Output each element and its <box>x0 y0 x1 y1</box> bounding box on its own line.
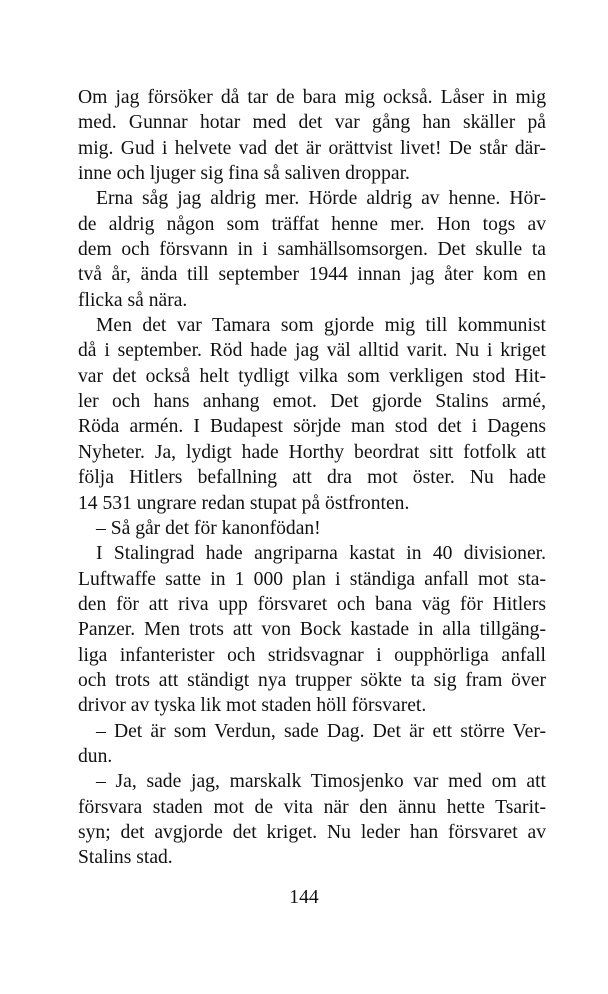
text-line: 14 531 ungrare redan stupat på östfronten. <box>78 492 410 514</box>
text-line: – Så går det för kanonfödan! <box>96 517 321 539</box>
text-line: den för att riva upp försvaret och bana väg för Hitlers <box>78 593 546 615</box>
text-line: Men det var Tamara som gjorde mig till kommunist <box>96 315 546 337</box>
text-line: dun. <box>78 745 113 767</box>
text-line: med. Gunnar hotar med det var gång han skäller på <box>78 112 546 134</box>
text-line: – Det är som Verdun, sade Dag. Det är ett större Ver- <box>96 720 546 742</box>
text-line: Nyheter. Ja, lydigt hade Horthy beordrat sitt fotfolk att <box>78 441 546 463</box>
text-line: Luftwaffe satte in 1 000 plan i ständiga anfall mot sta- <box>78 568 546 590</box>
text-line: Röda armén. I Budapest sörjde man stod det i Dagens <box>78 416 546 438</box>
text-line: följa Hitlers befallning att dra mot öster. Nu hade <box>78 467 546 489</box>
text-line: liga infanterister och stridsvagnar i oupphörliga anfall <box>78 644 546 666</box>
text-line: två år, ända till september 1944 innan jag åter kom en <box>78 264 546 286</box>
text-line: drivor av tyska lik mot staden höll försvaret. <box>78 695 427 717</box>
text-line: inne och ljuger sig fina så saliven droppar. <box>78 163 410 185</box>
text-line: syn; det avgjorde det kriget. Nu leder han försvaret av <box>78 821 546 843</box>
text-line: ler och hans anhang emot. Det gjorde Stalins armé, <box>78 391 546 413</box>
text-line: Erna såg jag aldrig mer. Hörde aldrig av henne. Hör- <box>96 188 546 210</box>
text-line: mig. Gud i helvete vad det är orättvist livet! De står där- <box>78 137 546 159</box>
text-line: Panzer. Men trots att von Bock kastade in alla tillgäng- <box>78 619 546 641</box>
text-line: – Ja, sade jag, marskalk Timosjenko var med om att <box>96 771 546 793</box>
text-line: försvara staden mot de vita när den ännu hette Tsarit- <box>78 796 546 818</box>
text-line: Stalins stad. <box>78 847 173 869</box>
text-line: de aldrig någon som träffat henne mer. Hon togs av <box>78 213 546 235</box>
text-line: var det också helt tydligt vilka som verkligen stod Hit- <box>78 365 546 387</box>
text-line: dem och försvann in i samhällsomsorgen. Det skulle ta <box>78 239 546 261</box>
text-line: flicka så nära. <box>78 289 188 311</box>
body-text <box>78 85 546 871</box>
text-line: och trots att ständigt nya trupper sökte ta sig fram över <box>78 669 546 691</box>
text-line: I Stalingrad hade angriparna kastat in 40 divisioner. <box>96 543 546 565</box>
page-number: 144 <box>289 887 319 908</box>
text-line: då i september. Röd hade jag väl alltid varit. Nu i kriget <box>78 340 546 362</box>
text-line: Om jag försöker då tar de bara mig också. Låser in mig <box>78 87 546 108</box>
